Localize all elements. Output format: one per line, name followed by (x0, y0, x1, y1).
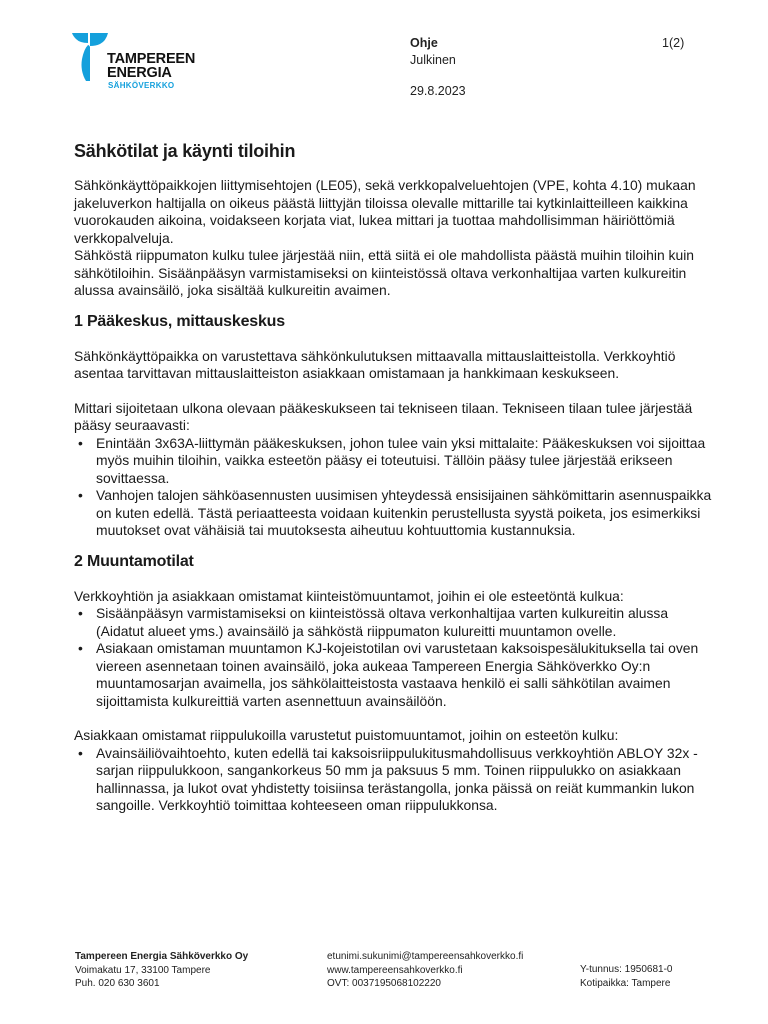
logo-text-line2: ENERGIA (107, 65, 172, 81)
list-item: • Sisäänpääsyn varmistamiseksi on kiinteistössä oltava verkonhaltijaa varten kulkureitin alussa (Aidatut alueet yms.) avainsäilö ja sähköstä riippumaton kulureitti muuntamon ovelle. (96, 605, 714, 640)
logo-mark-icon (72, 33, 108, 81)
bullet-list (74, 435, 714, 540)
paragraph: Mittari sijoitetaan ulkona olevaan pääkeskukseen tai tekniseen tilaan. Tekniseen tilaan tulee järjestää pääsy seuraavasti: (74, 399, 693, 433)
footer-contact-block (327, 950, 523, 991)
visibility-label: Julkinen (410, 53, 456, 67)
logo-text-line1: TAMPEREEN (107, 51, 196, 67)
list-item: • Asiakaan omistaman muuntamon KJ-kojeistotilan ovi varustetaan kaksoispesälukituksella tai oven viereen asennetaan toinen avainsäilö, joka aukeaa Tampereen Energia Sähköverkko Oy:n muuntamosarjan avaimella, jos sähkölaitteistosta vastaava henkilö ei salli sähkötilan avaimen sijoittamista kulkureittiä varten asennettuun avainsäilöön. (96, 640, 714, 710)
bullet-list (74, 605, 714, 710)
footer-business-id: Y-tunnus: 1950681-0 (580, 964, 673, 975)
document-date: 29.8.2023 (410, 84, 466, 98)
footer-domicile: Kotipaikka: Tampere (580, 977, 671, 989)
document-type: Ohje (410, 36, 438, 50)
paragraph: Verkkoyhtiön ja asiakkaan omistamat kiinteistömuuntamot, joihin ei ole esteetöntä kulkua: (74, 587, 624, 604)
footer-registry-block (580, 963, 673, 990)
list-item: • Enintään 3x63A-liittymän pääkeskuksen, johon tulee vain yksi mittalaite: Pääkeskuksen voi sijoittaa myös muihin tiloihin, vaikka esteetön pääsy ei toteutuisi. Tällöin pääsy tulee järjestää erikseen sovittaessa. (96, 435, 714, 488)
paragraph: Asiakkaan omistamat riippulukoilla varustetut puistomuuntamot, joihin on esteetön kulku: (74, 727, 619, 743)
document-body (74, 140, 714, 815)
list-item: • Avainsäiliövaihtoehto, kuten edellä tai kaksoisriippulukitusmahdollisuus verkkoyhtiön ABLOY 32x -sarjan riippulukkoon, sangankorkeus 50 mm ja paksuus 5 mm. Toinen riippulukko on asiakkaan hallinnassa, ja lukot ovat yhdistetty toisiinsa terästangolla, jonka päissä on reiät kummankin lukon sangoille. Verkkoyhtiö toimittaa kohteeseen oman riippulukkonsa. (96, 745, 714, 815)
footer-company-name: Tampereen Energia Sähköverkko Oy (75, 951, 249, 962)
footer-email[interactable]: etunimi.sukunimi@tampereensahkoverkko.fi (327, 951, 524, 962)
intro-paragraph: Sähköstä riippumaton kulku tulee järjestää niin, että siitä ei ole mahdollista päästä muihin tiloihin kuin sähkötiloihin. Sisäänpääsyn varmistamiseksi on kiinteistössä oltava verkonhaltijaa varten kulkureitin alussa avainsäilö, joka sisältää kulkureitin avaimen. (74, 247, 695, 298)
footer-phone: Puh. 020 630 3601 (75, 978, 160, 989)
section-heading: 1 Pääkeskus, mittauskeskus (74, 312, 285, 330)
footer-company-block (75, 950, 248, 991)
intro-paragraph: Sähkönkäyttöpaikkojen liittymisehtojen (LE05), sekä verkkopalveluehtojen (VPE, kohta 4.10) mukaan jakeluverkon haltijalla on oikeus päästä liittyjän tiloissa olevalle mittarille tai kytkinlaitteilleen kaikkina vuorokauden aikoina, voidakseen korjata viat, lukea mittari ja tuottaa mahdollisimman häiriöttömiä verkkopalveluja. (74, 177, 696, 246)
footer-website[interactable]: www.tampereensahkoverkko.fi (327, 964, 463, 976)
bullet-list (74, 745, 714, 815)
page-title: Sähkötilat ja käynti tiloihin (74, 141, 296, 161)
list-item: • Vanhojen talojen sähköasennusten uusimisen yhteydessä ensisijainen sähkömittarin asennuspaikka on kuten edellä. Tästä periaatteesta voidaan kuitenkin perustellusta syystä poiketa, jos esimerkiksi muutokset ovat vähäisiä tai muutoksesta aiheutuu kohtuuttomia kustannuksia. (96, 487, 714, 540)
logo-text-line3: SÄHKÖVERKKO (108, 81, 175, 90)
page-number: 1(2) (662, 36, 685, 50)
paragraph: Sähkönkäyttöpaikka on varustettava sähkönkulutuksen mittaavalla mittauslaitteistolla. Verkkoyhtiö asentaa tarvittavan mittauslaitteiston asiakkaan omistamaan ja hankkimaan keskukseen. (74, 347, 676, 381)
footer-ovt: OVT: 0037195068102220 (327, 978, 441, 989)
footer-address: Voimakatu 17, 33100 Tampere (75, 964, 211, 976)
company-logo (72, 33, 202, 93)
section-heading: 2 Muuntamotilat (74, 552, 194, 570)
